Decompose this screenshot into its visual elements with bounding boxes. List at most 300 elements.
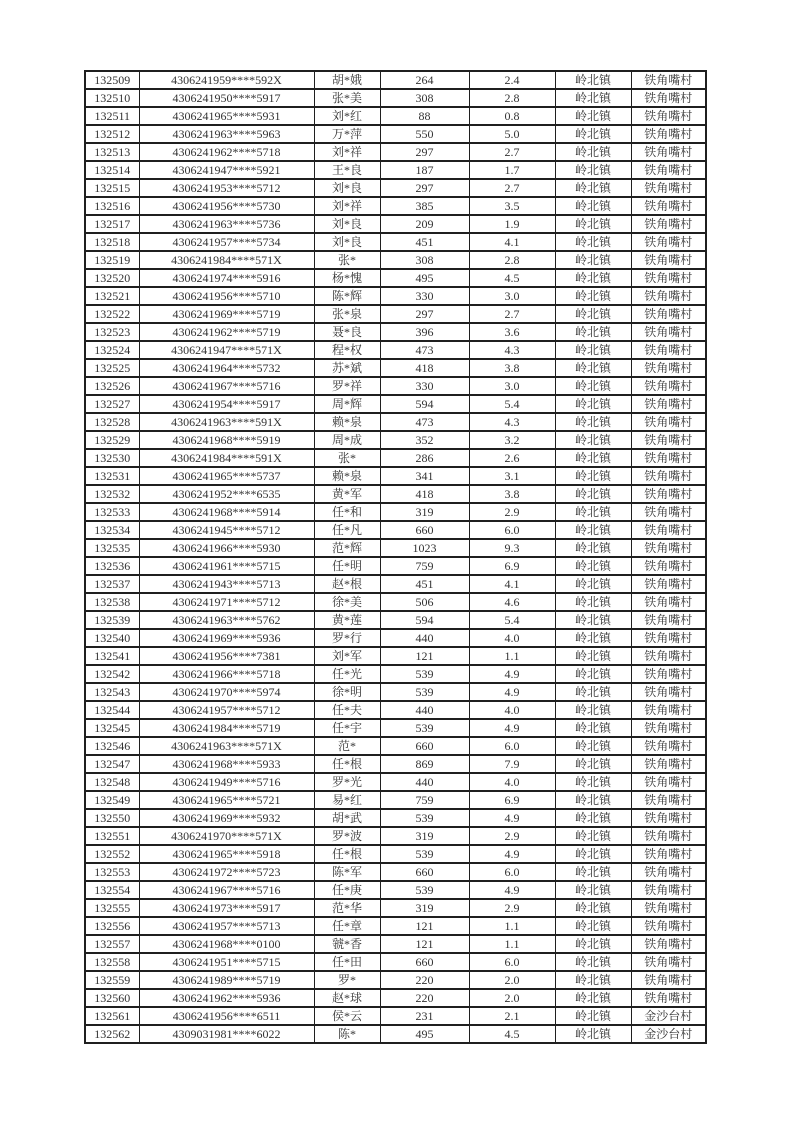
town-cell: 岭北镇 [555, 197, 631, 215]
table-row [85, 467, 706, 485]
town-cell: 岭北镇 [555, 125, 631, 143]
masked-id-number-cell: 4306241951****5715 [139, 953, 314, 971]
area-cell: 4.9 [469, 881, 555, 899]
masked-id-number-cell: 4306241965****5931 [139, 107, 314, 125]
village-cell: 铁角嘴村 [631, 773, 706, 791]
table-row [85, 503, 706, 521]
person-name-cell: 陈* [314, 1025, 380, 1043]
masked-id-number-cell: 4306241956****7381 [139, 647, 314, 665]
village-cell: 铁角嘴村 [631, 737, 706, 755]
village-cell: 铁角嘴村 [631, 197, 706, 215]
record-id-cell: 132551 [85, 827, 139, 845]
town-cell: 岭北镇 [555, 809, 631, 827]
area-cell: 4.9 [469, 683, 555, 701]
person-name-cell: 刘*良 [314, 233, 380, 251]
record-id-cell: 132555 [85, 899, 139, 917]
area-cell: 6.0 [469, 863, 555, 881]
village-cell: 铁角嘴村 [631, 395, 706, 413]
area-cell: 1.1 [469, 935, 555, 953]
village-cell: 铁角嘴村 [631, 881, 706, 899]
table-row [85, 557, 706, 575]
masked-id-number-cell: 4306241954****5917 [139, 395, 314, 413]
record-id-cell: 132525 [85, 359, 139, 377]
area-cell: 3.8 [469, 485, 555, 503]
table-row [85, 449, 706, 467]
record-id-cell: 132532 [85, 485, 139, 503]
person-name-cell: 刘*祥 [314, 197, 380, 215]
table-row [85, 737, 706, 755]
table-row [85, 269, 706, 287]
person-name-cell: 任*庚 [314, 881, 380, 899]
town-cell: 岭北镇 [555, 953, 631, 971]
record-id-cell: 132541 [85, 647, 139, 665]
record-id-cell: 132552 [85, 845, 139, 863]
masked-id-number-cell: 4306241963****5762 [139, 611, 314, 629]
village-cell: 铁角嘴村 [631, 287, 706, 305]
masked-id-number-cell: 4306241963****5963 [139, 125, 314, 143]
table-row [85, 881, 706, 899]
person-name-cell: 任*凡 [314, 521, 380, 539]
person-name-cell: 范*辉 [314, 539, 380, 557]
amount-cell: 660 [380, 737, 469, 755]
area-cell: 6.0 [469, 737, 555, 755]
area-cell: 3.2 [469, 431, 555, 449]
village-cell: 铁角嘴村 [631, 71, 706, 89]
masked-id-number-cell: 4306241965****5721 [139, 791, 314, 809]
town-cell: 岭北镇 [555, 971, 631, 989]
masked-id-number-cell: 4306241950****5917 [139, 89, 314, 107]
area-cell: 4.1 [469, 575, 555, 593]
village-cell: 铁角嘴村 [631, 503, 706, 521]
town-cell: 岭北镇 [555, 503, 631, 521]
table-row [85, 719, 706, 737]
village-cell: 铁角嘴村 [631, 557, 706, 575]
person-name-cell: 任*光 [314, 665, 380, 683]
amount-cell: 451 [380, 575, 469, 593]
table-row [85, 755, 706, 773]
masked-id-number-cell: 4306241956****5710 [139, 287, 314, 305]
record-id-cell: 132562 [85, 1025, 139, 1043]
area-cell: 2.8 [469, 89, 555, 107]
table-row [85, 827, 706, 845]
village-cell: 铁角嘴村 [631, 683, 706, 701]
area-cell: 5.0 [469, 125, 555, 143]
masked-id-number-cell: 4306241974****5916 [139, 269, 314, 287]
amount-cell: 297 [380, 143, 469, 161]
town-cell: 岭北镇 [555, 701, 631, 719]
town-cell: 岭北镇 [555, 269, 631, 287]
village-cell: 铁角嘴村 [631, 89, 706, 107]
person-name-cell: 张*美 [314, 89, 380, 107]
town-cell: 岭北镇 [555, 467, 631, 485]
masked-id-number-cell: 4306241945****5712 [139, 521, 314, 539]
record-id-cell: 132534 [85, 521, 139, 539]
masked-id-number-cell: 4306241984****571X [139, 251, 314, 269]
village-cell: 铁角嘴村 [631, 269, 706, 287]
masked-id-number-cell: 4306241969****5932 [139, 809, 314, 827]
village-cell: 铁角嘴村 [631, 521, 706, 539]
village-cell: 铁角嘴村 [631, 953, 706, 971]
table-row [85, 521, 706, 539]
area-cell: 1.1 [469, 647, 555, 665]
amount-cell: 759 [380, 791, 469, 809]
amount-cell: 440 [380, 629, 469, 647]
amount-cell: 495 [380, 269, 469, 287]
table-row [85, 1007, 706, 1025]
area-cell: 2.9 [469, 827, 555, 845]
amount-cell: 187 [380, 161, 469, 179]
area-cell: 4.3 [469, 341, 555, 359]
masked-id-number-cell: 4306241952****6535 [139, 485, 314, 503]
table-row [85, 593, 706, 611]
town-cell: 岭北镇 [555, 773, 631, 791]
amount-cell: 88 [380, 107, 469, 125]
amount-cell: 451 [380, 233, 469, 251]
village-cell: 铁角嘴村 [631, 107, 706, 125]
table-row [85, 413, 706, 431]
area-cell: 2.8 [469, 251, 555, 269]
record-id-cell: 132527 [85, 395, 139, 413]
record-id-cell: 132531 [85, 467, 139, 485]
village-cell: 铁角嘴村 [631, 161, 706, 179]
person-name-cell: 赵*球 [314, 989, 380, 1007]
record-id-cell: 132554 [85, 881, 139, 899]
town-cell: 岭北镇 [555, 611, 631, 629]
person-name-cell: 范*华 [314, 899, 380, 917]
record-id-cell: 132520 [85, 269, 139, 287]
village-cell: 铁角嘴村 [631, 827, 706, 845]
village-cell: 铁角嘴村 [631, 305, 706, 323]
town-cell: 岭北镇 [555, 791, 631, 809]
town-cell: 岭北镇 [555, 215, 631, 233]
village-cell: 铁角嘴村 [631, 449, 706, 467]
person-name-cell: 任*章 [314, 917, 380, 935]
town-cell: 岭北镇 [555, 107, 631, 125]
table-row [85, 143, 706, 161]
masked-id-number-cell: 4306241962****5718 [139, 143, 314, 161]
amount-cell: 759 [380, 557, 469, 575]
masked-id-number-cell: 4306241962****5719 [139, 323, 314, 341]
village-cell: 铁角嘴村 [631, 485, 706, 503]
record-id-cell: 132561 [85, 1007, 139, 1025]
masked-id-number-cell: 4306241959****592X [139, 71, 314, 89]
table-row [85, 107, 706, 125]
village-cell: 金沙台村 [631, 1025, 706, 1043]
amount-cell: 319 [380, 503, 469, 521]
person-name-cell: 杨*愧 [314, 269, 380, 287]
person-name-cell: 赵*根 [314, 575, 380, 593]
town-cell: 岭北镇 [555, 449, 631, 467]
village-cell: 铁角嘴村 [631, 809, 706, 827]
amount-cell: 330 [380, 377, 469, 395]
village-cell: 铁角嘴村 [631, 215, 706, 233]
record-id-cell: 132535 [85, 539, 139, 557]
amount-cell: 297 [380, 305, 469, 323]
town-cell: 岭北镇 [555, 899, 631, 917]
record-id-cell: 132514 [85, 161, 139, 179]
area-cell: 1.9 [469, 215, 555, 233]
record-id-cell: 132530 [85, 449, 139, 467]
amount-cell: 319 [380, 827, 469, 845]
person-name-cell: 胡*娥 [314, 71, 380, 89]
masked-id-number-cell: 4309031981****6022 [139, 1025, 314, 1043]
table-row [85, 215, 706, 233]
amount-cell: 440 [380, 701, 469, 719]
village-cell: 铁角嘴村 [631, 899, 706, 917]
area-cell: 4.9 [469, 845, 555, 863]
record-id-cell: 132524 [85, 341, 139, 359]
amount-cell: 341 [380, 467, 469, 485]
masked-id-number-cell: 4306241947****5921 [139, 161, 314, 179]
amount-cell: 297 [380, 179, 469, 197]
table-row [85, 251, 706, 269]
person-name-cell: 张* [314, 251, 380, 269]
village-cell: 铁角嘴村 [631, 665, 706, 683]
table-row [85, 971, 706, 989]
town-cell: 岭北镇 [555, 251, 631, 269]
area-cell: 2.0 [469, 989, 555, 1007]
amount-cell: 539 [380, 845, 469, 863]
table-row [85, 989, 706, 1007]
person-name-cell: 周*成 [314, 431, 380, 449]
person-name-cell: 刘*祥 [314, 143, 380, 161]
village-cell: 铁角嘴村 [631, 323, 706, 341]
masked-id-number-cell: 4306241961****5715 [139, 557, 314, 575]
amount-cell: 539 [380, 881, 469, 899]
masked-id-number-cell: 4306241984****5719 [139, 719, 314, 737]
masked-id-number-cell: 4306241970****5974 [139, 683, 314, 701]
town-cell: 岭北镇 [555, 755, 631, 773]
masked-id-number-cell: 4306241956****5730 [139, 197, 314, 215]
village-cell: 铁角嘴村 [631, 845, 706, 863]
town-cell: 岭北镇 [555, 881, 631, 899]
table-row [85, 89, 706, 107]
area-cell: 3.0 [469, 377, 555, 395]
village-cell: 铁角嘴村 [631, 647, 706, 665]
town-cell: 岭北镇 [555, 1025, 631, 1043]
village-cell: 铁角嘴村 [631, 791, 706, 809]
village-cell: 铁角嘴村 [631, 935, 706, 953]
table-row [85, 305, 706, 323]
masked-id-number-cell: 4306241968****5933 [139, 755, 314, 773]
person-name-cell: 周*辉 [314, 395, 380, 413]
village-cell: 铁角嘴村 [631, 377, 706, 395]
village-cell: 铁角嘴村 [631, 611, 706, 629]
area-cell: 4.0 [469, 701, 555, 719]
person-name-cell: 程*权 [314, 341, 380, 359]
town-cell: 岭北镇 [555, 557, 631, 575]
record-id-cell: 132526 [85, 377, 139, 395]
town-cell: 岭北镇 [555, 935, 631, 953]
area-cell: 3.8 [469, 359, 555, 377]
masked-id-number-cell: 4306241967****5716 [139, 377, 314, 395]
area-cell: 4.9 [469, 719, 555, 737]
table-row [85, 287, 706, 305]
village-cell: 铁角嘴村 [631, 629, 706, 647]
record-id-cell: 132529 [85, 431, 139, 449]
record-id-cell: 132511 [85, 107, 139, 125]
area-cell: 6.9 [469, 791, 555, 809]
person-name-cell: 王*良 [314, 161, 380, 179]
record-id-cell: 132560 [85, 989, 139, 1007]
record-id-cell: 132544 [85, 701, 139, 719]
masked-id-number-cell: 4306241957****5713 [139, 917, 314, 935]
masked-id-number-cell: 4306241970****571X [139, 827, 314, 845]
table-row [85, 395, 706, 413]
table-row [85, 539, 706, 557]
person-name-cell: 黄*军 [314, 485, 380, 503]
area-cell: 2.7 [469, 179, 555, 197]
masked-id-number-cell: 4306241968****0100 [139, 935, 314, 953]
area-cell: 5.4 [469, 395, 555, 413]
table-row [85, 71, 706, 89]
masked-id-number-cell: 4306241963****571X [139, 737, 314, 755]
masked-id-number-cell: 4306241963****5736 [139, 215, 314, 233]
record-id-cell: 132545 [85, 719, 139, 737]
table-row [85, 647, 706, 665]
record-id-cell: 132536 [85, 557, 139, 575]
area-cell: 4.5 [469, 269, 555, 287]
person-name-cell: 刘*军 [314, 647, 380, 665]
record-id-cell: 132512 [85, 125, 139, 143]
masked-id-number-cell: 4306241967****5716 [139, 881, 314, 899]
town-cell: 岭北镇 [555, 359, 631, 377]
area-cell: 2.9 [469, 503, 555, 521]
masked-id-number-cell: 4306241989****5719 [139, 971, 314, 989]
area-cell: 4.6 [469, 593, 555, 611]
table-row [85, 575, 706, 593]
amount-cell: 308 [380, 89, 469, 107]
person-name-cell: 刘*红 [314, 107, 380, 125]
record-id-cell: 132556 [85, 917, 139, 935]
record-id-cell: 132548 [85, 773, 139, 791]
table-row [85, 917, 706, 935]
record-id-cell: 132533 [85, 503, 139, 521]
record-id-cell: 132510 [85, 89, 139, 107]
amount-cell: 473 [380, 413, 469, 431]
masked-id-number-cell: 4306241963****591X [139, 413, 314, 431]
village-cell: 铁角嘴村 [631, 179, 706, 197]
amount-cell: 308 [380, 251, 469, 269]
masked-id-number-cell: 4306241962****5936 [139, 989, 314, 1007]
person-name-cell: 范* [314, 737, 380, 755]
town-cell: 岭北镇 [555, 341, 631, 359]
person-name-cell: 任*宇 [314, 719, 380, 737]
town-cell: 岭北镇 [555, 431, 631, 449]
table-row [85, 863, 706, 881]
area-cell: 0.8 [469, 107, 555, 125]
record-id-cell: 132523 [85, 323, 139, 341]
person-name-cell: 罗*光 [314, 773, 380, 791]
area-cell: 3.5 [469, 197, 555, 215]
record-id-cell: 132549 [85, 791, 139, 809]
record-id-cell: 132539 [85, 611, 139, 629]
masked-id-number-cell: 4306241965****5737 [139, 467, 314, 485]
table-row [85, 845, 706, 863]
village-cell: 铁角嘴村 [631, 359, 706, 377]
person-name-cell: 易*红 [314, 791, 380, 809]
amount-cell: 209 [380, 215, 469, 233]
record-id-cell: 132546 [85, 737, 139, 755]
record-id-cell: 132543 [85, 683, 139, 701]
masked-id-number-cell: 4306241972****5723 [139, 863, 314, 881]
village-cell: 铁角嘴村 [631, 413, 706, 431]
record-id-cell: 132518 [85, 233, 139, 251]
town-cell: 岭北镇 [555, 665, 631, 683]
amount-cell: 660 [380, 521, 469, 539]
amount-cell: 594 [380, 395, 469, 413]
person-name-cell: 罗* [314, 971, 380, 989]
village-cell: 铁角嘴村 [631, 719, 706, 737]
area-cell: 5.4 [469, 611, 555, 629]
area-cell: 6.9 [469, 557, 555, 575]
table-row [85, 683, 706, 701]
record-id-cell: 132528 [85, 413, 139, 431]
amount-cell: 385 [380, 197, 469, 215]
table-row [85, 773, 706, 791]
amount-cell: 264 [380, 71, 469, 89]
amount-cell: 473 [380, 341, 469, 359]
town-cell: 岭北镇 [555, 143, 631, 161]
person-name-cell: 徐*明 [314, 683, 380, 701]
town-cell: 岭北镇 [555, 71, 631, 89]
table-row [85, 665, 706, 683]
amount-cell: 121 [380, 917, 469, 935]
village-cell: 铁角嘴村 [631, 341, 706, 359]
area-cell: 3.1 [469, 467, 555, 485]
town-cell: 岭北镇 [555, 161, 631, 179]
village-cell: 铁角嘴村 [631, 593, 706, 611]
person-name-cell: 任*根 [314, 755, 380, 773]
town-cell: 岭北镇 [555, 827, 631, 845]
town-cell: 岭北镇 [555, 719, 631, 737]
town-cell: 岭北镇 [555, 485, 631, 503]
table-row [85, 899, 706, 917]
area-cell: 4.9 [469, 665, 555, 683]
table-row [85, 341, 706, 359]
area-cell: 2.9 [469, 899, 555, 917]
area-cell: 9.3 [469, 539, 555, 557]
area-cell: 4.3 [469, 413, 555, 431]
village-cell: 金沙台村 [631, 1007, 706, 1025]
table-row [85, 179, 706, 197]
record-id-cell: 132509 [85, 71, 139, 89]
person-name-cell: 刘*良 [314, 215, 380, 233]
masked-id-number-cell: 4306241966****5930 [139, 539, 314, 557]
table-row [85, 125, 706, 143]
person-name-cell: 刘*良 [314, 179, 380, 197]
amount-cell: 352 [380, 431, 469, 449]
amount-cell: 121 [380, 935, 469, 953]
town-cell: 岭北镇 [555, 575, 631, 593]
town-cell: 岭北镇 [555, 377, 631, 395]
town-cell: 岭北镇 [555, 287, 631, 305]
amount-cell: 286 [380, 449, 469, 467]
table-row [85, 233, 706, 251]
record-id-cell: 132516 [85, 197, 139, 215]
village-cell: 铁角嘴村 [631, 863, 706, 881]
person-name-cell: 胡*武 [314, 809, 380, 827]
table-row [85, 935, 706, 953]
amount-cell: 220 [380, 989, 469, 1007]
amount-cell: 418 [380, 359, 469, 377]
record-id-cell: 132553 [85, 863, 139, 881]
masked-id-number-cell: 4306241969****5719 [139, 305, 314, 323]
town-cell: 岭北镇 [555, 413, 631, 431]
person-name-cell: 陈*军 [314, 863, 380, 881]
person-name-cell: 任*田 [314, 953, 380, 971]
amount-cell: 495 [380, 1025, 469, 1043]
